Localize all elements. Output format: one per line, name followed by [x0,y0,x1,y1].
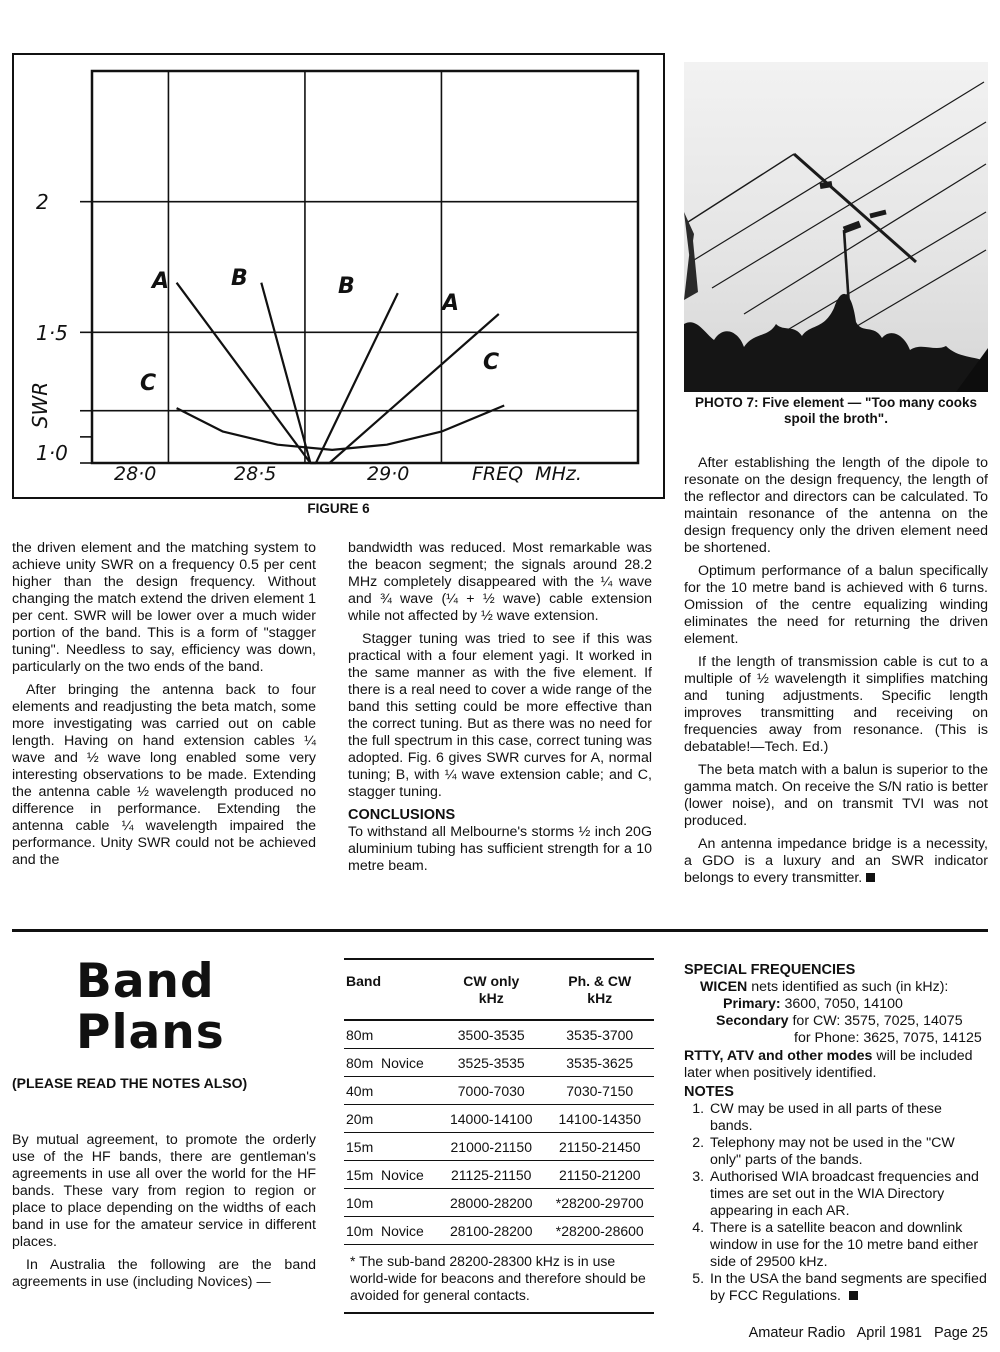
table-row [344,1161,654,1189]
cw-cell: 21125-21150 [437,1161,546,1189]
figure-caption: FIGURE 6 [307,501,370,516]
article-para: If the length of transmission cable is cut to a multiple of ½ wavelength it simplifies matching and tuning adjustments. Specific length improves transmitting and receiving on frequencies away from resonance. (This is debatable!—Tech. Ed.) [684,654,988,755]
band-cell: 40m [344,1077,437,1105]
band-cell: 15m Novice [344,1161,437,1189]
bandplans-para: By mutual agreement, to promote the orderly use of the HF bands, there are gentleman's agreements in use all over the world for the HF bands. These vary from region to region or place to place depending on the widths of each band in use for the amateur service in different places. [12,1132,316,1250]
band-cell: 80m [344,1020,437,1049]
phone-cell: *28200-28600 [546,1217,655,1245]
wicen-line [684,979,988,996]
header-cw-only: CW only kHz [437,973,546,1020]
primary-values: 3600, 7050, 14100 [780,996,903,1012]
primary-label: Primary: [723,996,781,1012]
article-para: The beta match with a balun is superior to the gamma match. On receive the S/N ratio is better (lower noise), and on transmit TVI was not produced. [684,762,988,829]
curve-label-a-left: A [152,269,170,294]
x-axis-title: FREQ MHz. [472,463,582,485]
bandplans-table-block [344,958,654,1314]
phone-cell: 14100-14350 [546,1105,655,1133]
curve-label-a-right: A [442,291,460,316]
phone-cell: 21150-21200 [546,1161,655,1189]
tree-silhouette [684,294,988,392]
cw-cell: 21000-21150 [437,1133,546,1161]
curve-label-c-left: C [140,371,157,396]
phone-cell: 3535-3625 [546,1049,655,1077]
curve-label-b-right: B [338,274,355,299]
article-column-3 [684,455,988,893]
rtty-line [684,1048,988,1082]
cw-cell: 28000-28200 [437,1189,546,1217]
bandplans-table [344,973,654,1245]
table-bottom-rule [344,1312,654,1314]
table-row [344,1077,654,1105]
note-item: 4. There is a satellite beacon and downlink window in use for the 10 metre band either side of 29500 kHz. [708,1220,988,1271]
table-header-row [344,973,654,1020]
article-para: Stagger tuning was tried to see if this was practical with a four element yagi. It worked in the same manner as with the five element. If there is a real need to cover a wide range of the band this setting could be more effective than the correct tuning. But as there was no need for the full spectrum in this case, correct tuning was adopted. Fig. 6 gives SWR curves for A, normal tuning; B, with ¼ wave extension cable; and C, stagger tuning. [348,631,652,800]
bandplans-title-line1: Band [76,954,215,1009]
article-para: After establishing the length of the dipole to resonate on the design frequency, the length of the reflector and directors can be calculated. To maintain resonance of the antenna on the design frequency only the driven element need be shortened. [684,455,988,556]
article-para-last [684,836,988,887]
article-column-1 [12,540,316,875]
cw-cell: 28100-28200 [437,1217,546,1245]
table-row [344,1020,654,1049]
rtty-label: RTTY, ATV and other modes [684,1048,873,1064]
page-footer: Amateur Radio April 1981 Page 25 [748,1325,988,1341]
note-item [708,1135,988,1169]
x-tick-28-0: 28·0 [114,463,157,485]
y-tick-2: 2 [36,190,49,214]
table-row [344,1217,654,1245]
cw-cell: 3500-3535 [437,1020,546,1049]
section-divider [12,929,988,932]
phone-cell: 3535-3700 [546,1020,655,1049]
yagi-antenna-photo [684,62,988,392]
curve-label-b-left: B [231,266,248,291]
article-para: bandwidth was reduced. Most remarkable was the beacon segment; the signals around 28.2 MHz completely disappeared with the ¼ wave and ¾ wave (¼ + ½ wave) cable extension while not affected by ½ wave extension. [348,540,652,624]
swr-curve-b [261,283,398,463]
bandplans-para: In Australia the following are the band agreements in use (including Novices) — [12,1257,316,1290]
article-para: Optimum performance of a balun specifically for the 10 metre band is achieved with 6 turns. Omission of the centre equalizing winding eliminates the need for returning the driven element. [684,563,988,647]
header-ph-cw: Ph. & CW kHz [546,973,655,1020]
y-tick-1-5: 1·5 [36,321,68,345]
band-cell: 20m [344,1105,437,1133]
note-text: In the USA the band segments are specified by FCC Regulations. [710,1271,987,1304]
band-cell: 10m [344,1189,437,1217]
table-top-rule [344,958,654,960]
table-row [344,1189,654,1217]
article-para: the driven element and the matching system to achieve unity SWR on a frequency 0.5 per cent higher than the design frequency. Without changing the match extend the driven element 1 per cent. SWR will be lower over a much wider portion of the band. This is a form of "stagger tuning". Needless to say, efficiency was down, particularly on the two ends of the band. [12,540,316,675]
band-cell: 15m [344,1133,437,1161]
x-tick-28-5: 28·5 [234,463,277,485]
phone-cell: *28200-29700 [546,1189,655,1217]
end-mark [849,1291,858,1300]
conclusions-heading: CONCLUSIONS [348,807,456,823]
phone-cell: 7030-7150 [546,1077,655,1105]
secondary-line [684,1013,988,1030]
end-mark [866,873,875,882]
rtty-text: will be included later when positively identified. [684,1048,973,1081]
bandplans-title-line2: Plans [76,1005,225,1060]
cw-cell: 3525-3535 [437,1049,546,1077]
header-band: Band [344,973,437,1020]
note-item: 1. CW may be used in all parts of these bands. [708,1101,988,1135]
article-column-2 [348,540,652,881]
band-cell: 80m Novice [344,1049,437,1077]
note-item: 3. Authorised WIA broadcast frequencies and times are set out in the WIA Directory appearing in each AR. [708,1169,988,1220]
article-para-text: An antenna impedance bridge is a necessity, a GDO is a luxury and an SWR indicator belongs to every transmitter. [684,836,988,886]
table-footnote: * The sub-band 28200-28300 kHz is in use world-wide for beacons and therefore should be avoided for general contacts. [350,1253,646,1303]
wicen-label: WICEN [700,979,748,995]
special-heading: SPECIAL FREQUENCIES [684,962,856,978]
curve-label-c-right: C [483,350,500,375]
bandplans-subtitle: (PLEASE READ THE NOTES ALSO) [12,1075,248,1091]
bandplans-intro [12,1132,316,1297]
cw-cell: 14000-14100 [437,1105,546,1133]
primary-line [684,996,988,1013]
secondary-phone-line: for Phone: 3625, 7075, 14125 [794,1030,982,1046]
note-item-last [708,1271,988,1305]
figure-6 [12,53,665,500]
band-cell: 10m Novice [344,1217,437,1245]
y-tick-1-0: 1·0 [36,441,68,465]
notes-heading: NOTES [684,1084,734,1100]
table-row [344,1133,654,1161]
special-frequencies-block [684,962,988,1305]
note-text: Telephony may not be used in the "CW only" parts of the bands. [710,1135,955,1168]
secondary-label: Secondary [716,1013,789,1029]
notes-list [684,1101,988,1305]
article-para: After bringing the antenna back to four elements and readjusting the beta match, some more investigating was carried out on cable length. Having on hand extension cables ¼ wave and ½ wave long enabled some very interesting observations to be made. Extending the antenna cable ½ wavelength produced no difference in performance. Extending the antenna cable ¼ wavelength impaired the performance. Unity SWR could not be achieved and the [12,682,316,868]
conclusions-text: To withstand all Melbourne's storms ½ inch 20G aluminium tubing has sufficient strength for a 10 metre beam. [348,824,652,874]
bandplans-title [76,956,225,1058]
table-row [344,1049,654,1077]
secondary-cw: for CW: 3575, 7025, 14075 [788,1013,963,1029]
wicen-text: nets identified as such (in kHz): [747,979,949,995]
plot-frame [92,71,638,463]
table-row [344,1105,654,1133]
photo-7 [684,62,988,392]
x-tick-29-0: 29·0 [367,463,410,485]
y-axis-title: SWR [28,381,52,429]
photo-caption: PHOTO 7: Five element — "Too many cooks spoil the broth". [695,395,977,426]
cw-cell: 7000-7030 [437,1077,546,1105]
phone-cell: 21150-21450 [546,1133,655,1161]
